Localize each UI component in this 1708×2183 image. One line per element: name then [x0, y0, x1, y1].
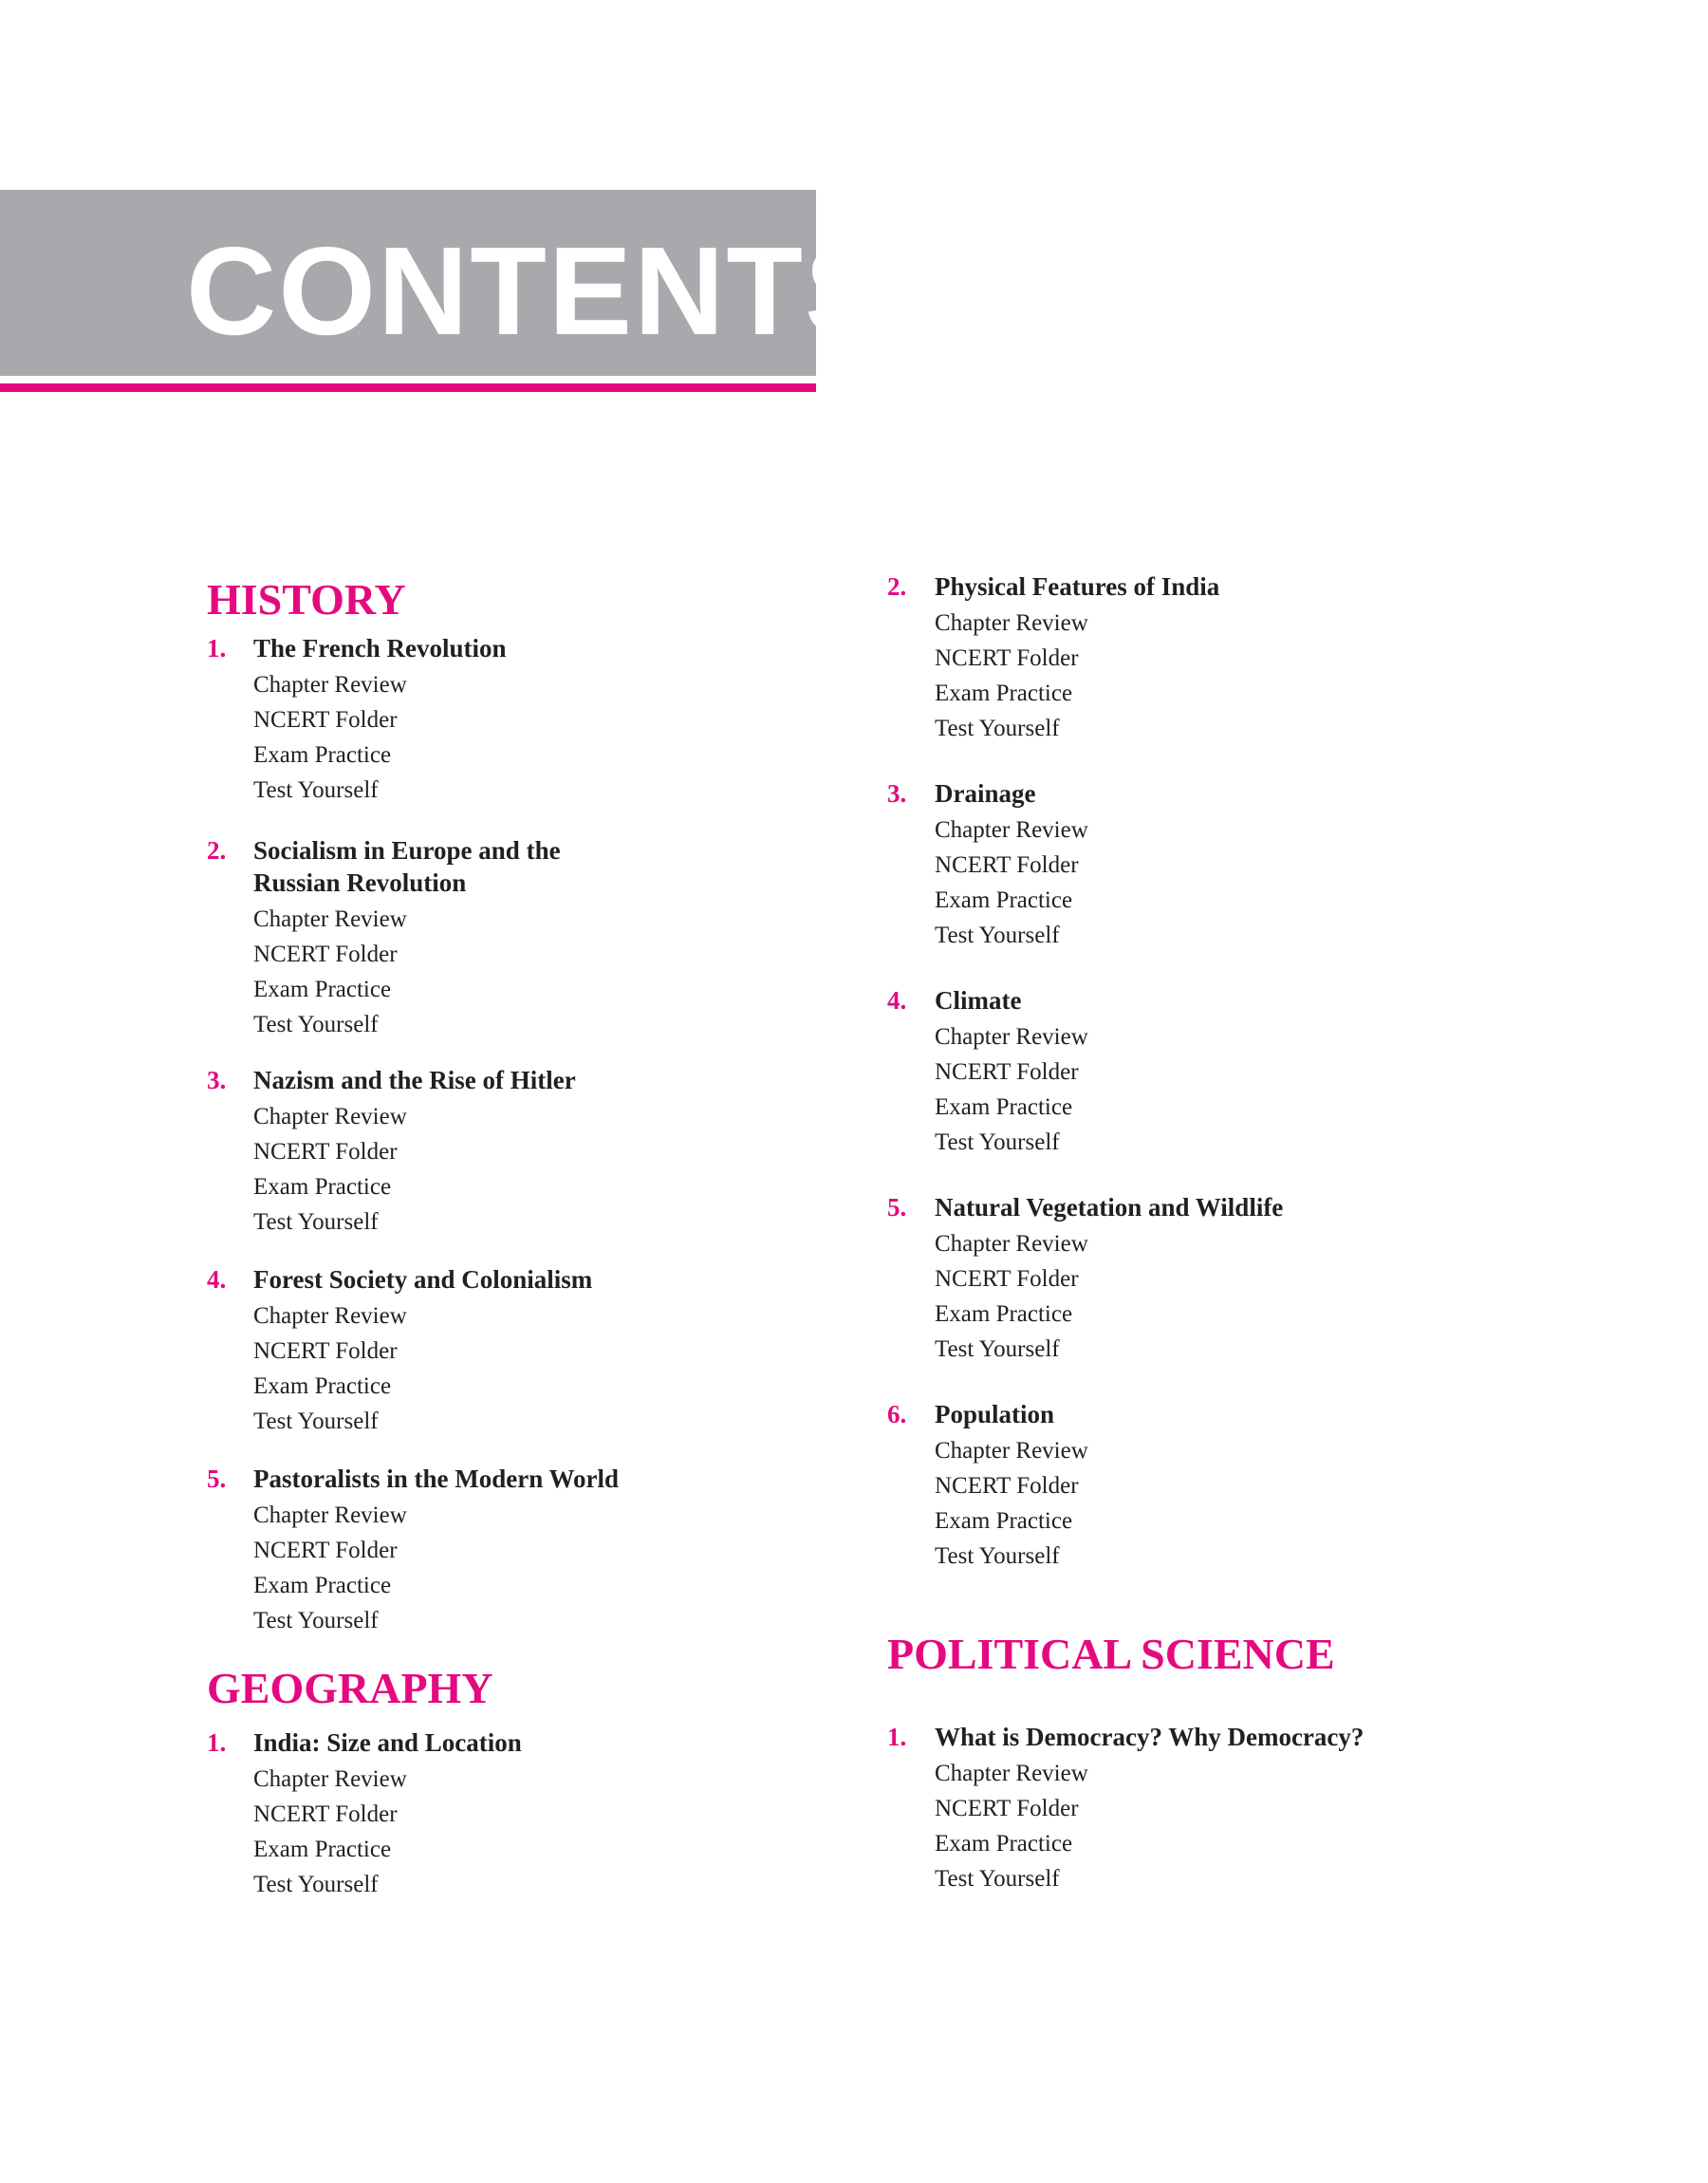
toc-entry-label: Exam Practice	[253, 1373, 392, 1399]
toc-entry-label: Test Yourself	[253, 1209, 379, 1235]
chapter-number: 5.	[887, 1193, 907, 1222]
section-heading: POLITICAL SCIENCE	[887, 1630, 1335, 1678]
toc-entry-label: Chapter Review	[253, 906, 407, 932]
toc-entry-label: Test Yourself	[253, 777, 379, 803]
toc-entry-label: Test Yourself	[253, 1872, 379, 1897]
toc-entry-label: Test Yourself	[935, 923, 1060, 948]
chapter-title: Natural Vegetation and Wildlife	[935, 1193, 1284, 1222]
toc-entry-label: Chapter Review	[935, 1024, 1088, 1050]
section-heading: GEOGRAPHY	[207, 1664, 493, 1712]
toc-entry-label: Chapter Review	[935, 817, 1088, 843]
toc-entry-label: Test Yourself	[253, 1608, 379, 1633]
chapter-title: What is Democracy? Why Democracy?	[935, 1723, 1365, 1751]
toc-entry-label: Test Yourself	[935, 1543, 1060, 1569]
chapter-number: 2.	[207, 836, 227, 865]
toc-entry-label: NCERT Folder	[935, 1473, 1079, 1499]
toc-entry-label: Exam Practice	[935, 1831, 1073, 1856]
toc-entry-label: Chapter Review	[935, 1438, 1088, 1464]
chapter-title: Physical Features of India	[935, 572, 1220, 601]
chapter-number: 5.	[207, 1465, 227, 1493]
chapter-number: 2.	[887, 572, 907, 601]
toc-entry-label: NCERT Folder	[935, 1266, 1079, 1292]
section-heading: HISTORY	[207, 575, 406, 624]
chapter-number: 3.	[887, 779, 907, 808]
chapter-number: 1.	[887, 1723, 907, 1751]
toc-entry-label: NCERT Folder	[935, 645, 1079, 671]
toc-entry-label: NCERT Folder	[253, 942, 398, 967]
toc-entry-label: Exam Practice	[935, 1508, 1073, 1534]
toc-entry-label: Test Yourself	[935, 716, 1060, 741]
toc-entry-label: Test Yourself	[935, 1866, 1060, 1892]
toc-entry-label: NCERT Folder	[935, 852, 1079, 878]
chapter-number: 1.	[207, 634, 227, 662]
title-underline	[0, 383, 816, 392]
toc-entry-label: Exam Practice	[935, 681, 1073, 706]
toc-entry-label: Chapter Review	[253, 1104, 407, 1129]
toc-entry-label: Exam Practice	[253, 742, 392, 768]
toc-entry-label: Test Yourself	[253, 1409, 379, 1434]
toc-entry-label: Exam Practice	[253, 977, 392, 1002]
toc-entry-label: Test Yourself	[935, 1336, 1060, 1362]
toc-entry-label: Chapter Review	[253, 1303, 407, 1329]
toc-entry-label: Chapter Review	[935, 1231, 1088, 1257]
toc-entry-label: NCERT Folder	[935, 1059, 1079, 1085]
toc-entry-label: Chapter Review	[253, 672, 407, 698]
chapter-title: Forest Society and Colonialism	[253, 1265, 593, 1294]
toc-entry-label: Test Yourself	[935, 1129, 1060, 1155]
toc-entry-label: Chapter Review	[253, 1502, 407, 1528]
toc-entry-label: Exam Practice	[253, 1837, 392, 1862]
toc-entry-label: Exam Practice	[935, 1094, 1073, 1120]
chapter-title: Drainage	[935, 779, 1036, 808]
toc-entry-label: NCERT Folder	[253, 1139, 398, 1165]
toc-entry-label: NCERT Folder	[253, 1801, 398, 1827]
toc-entry-label: NCERT Folder	[253, 707, 398, 733]
toc-entry-label: NCERT Folder	[253, 1538, 398, 1563]
chapter-title: Nazism and the Rise of Hitler	[253, 1066, 576, 1094]
toc-entry-label: Exam Practice	[935, 887, 1073, 913]
toc-entry-label: NCERT Folder	[253, 1338, 398, 1364]
page-title: CONTENTS	[186, 221, 890, 361]
toc-entry-label: Test Yourself	[253, 1012, 379, 1037]
toc-entry-label: NCERT Folder	[935, 1796, 1079, 1821]
chapter-number: 3.	[207, 1066, 227, 1094]
chapter-title: The French Revolution	[253, 634, 507, 662]
toc-entry-label: Exam Practice	[253, 1573, 392, 1598]
chapter-title: Russian Revolution	[253, 868, 467, 897]
chapter-title: India: Size and Location	[253, 1728, 522, 1757]
toc-entry-label: Exam Practice	[935, 1301, 1073, 1327]
chapter-number: 6.	[887, 1400, 907, 1428]
chapter-number: 4.	[207, 1265, 227, 1294]
toc-entry-label: Chapter Review	[935, 1761, 1088, 1786]
chapter-title: Climate	[935, 986, 1022, 1015]
chapter-title: Socialism in Europe and the	[253, 836, 561, 865]
toc-entry-label: Exam Practice	[253, 1174, 392, 1200]
chapter-title: Population	[935, 1400, 1055, 1428]
chapter-number: 4.	[887, 986, 907, 1015]
toc-entry-label: Chapter Review	[253, 1766, 407, 1792]
chapter-title: Pastoralists in the Modern World	[253, 1465, 620, 1493]
chapter-number: 1.	[207, 1728, 227, 1757]
toc-entry-label: Chapter Review	[935, 610, 1088, 636]
